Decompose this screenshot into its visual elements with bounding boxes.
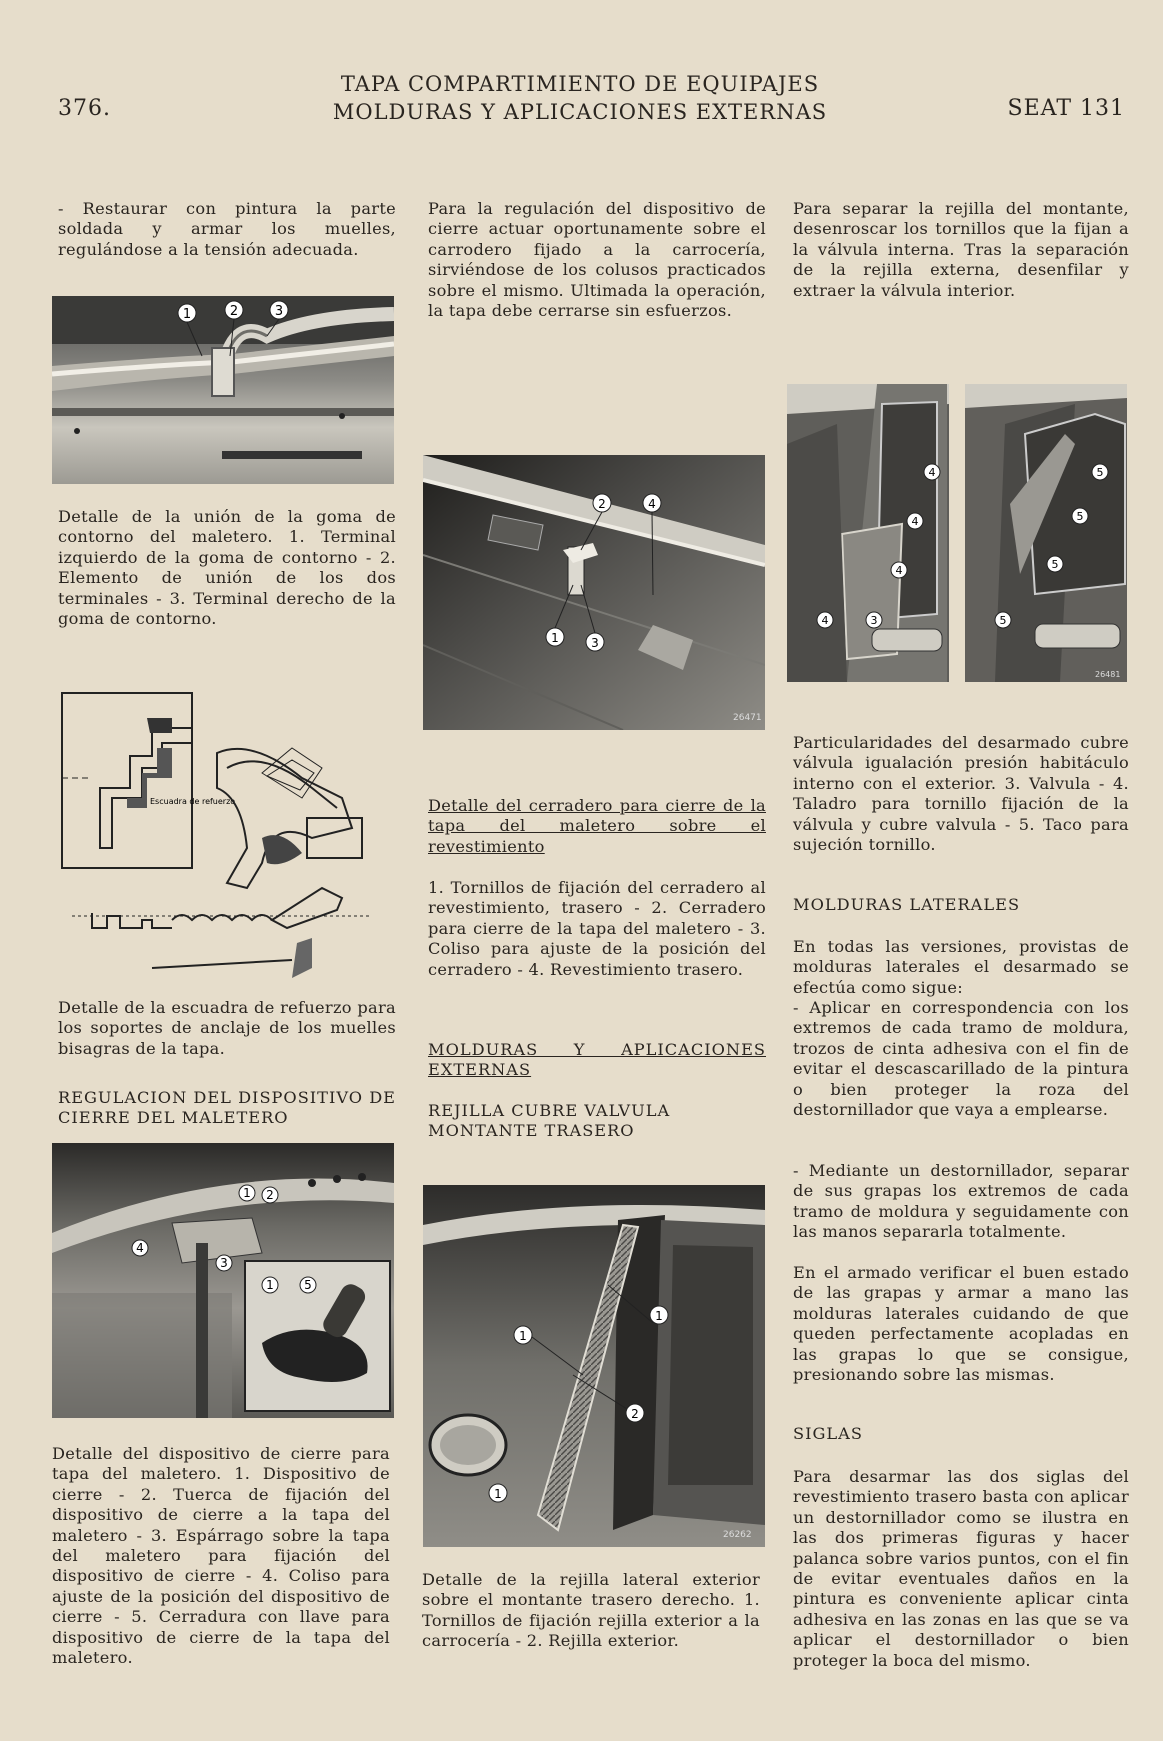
callout-5d: 5: [999, 614, 1007, 627]
figure-lock-device-photo: [52, 1143, 394, 1418]
figure-grille-caption: Detalle de la rejilla lateral exterior sobre el montante trasero derecho. 1. Tornillos de fijación rejilla exterior a la carrocería - 2. Rejilla exterior.: [422, 1570, 760, 1651]
col3-intro-text: Para separar la rejilla del montante, desenroscar los tornillos que la fijan a la válvula interna. Tras la separación de la rejilla externa, desenfilar y extraer la válvula interior.: [793, 199, 1129, 300]
callout-3: 3: [870, 614, 878, 627]
callout-5b: 5: [1076, 510, 1084, 523]
callout-1: 1: [182, 307, 192, 322]
callout-4: 4: [928, 466, 936, 479]
callout-4d: 4: [821, 614, 829, 627]
callout-4b: 4: [911, 515, 919, 528]
figure-striker-photo: [423, 455, 765, 730]
figure-seal-joint-photo: [52, 296, 394, 484]
callout-1c: 1: [494, 1487, 502, 1501]
figure-striker-caption-title: Detalle del cerradero para cierre de la tapa del maletero sobre el revestimiento: [428, 796, 766, 856]
callout-4c: 4: [895, 564, 903, 577]
section-heading-siglas: SIGLAS: [793, 1424, 863, 1443]
col2-intro-text: Para la regulación del dispositivo de cierre actuar oportunamente sobre el carrodero fijado a la carrocería, sirviéndose de los colusos practicados sobre el mismo. Ultimada la operación, la tapa debe cerrarse sin esfuerzos.: [428, 199, 766, 321]
callout-2: 2: [631, 1407, 639, 1421]
page-title: [300, 70, 860, 126]
figure-valve-photo-left: [787, 384, 949, 682]
figure-code: 26481: [1095, 670, 1121, 679]
figure-code: 26262: [723, 1530, 752, 1540]
figure-valve-photo-right: [965, 384, 1127, 682]
header-model: SEAT 131: [1007, 96, 1125, 121]
section-heading-rejilla: REJILLA CUBRE VALVULA MONTANTE TRASERO: [428, 1101, 671, 1141]
molduras-paragraph-2: En el armado verificar el buen estado de las grapas y armar a mano las molduras laterales cuidando de que queden perfectamente acopladas en las grapas lo que se consigue, presionando sobre las mismas.: [793, 1263, 1129, 1385]
callout-4: 4: [136, 1241, 144, 1255]
figure-code: 26471: [733, 713, 762, 723]
callout-3: 3: [274, 304, 284, 319]
callout-5c: 5: [1051, 558, 1059, 571]
callout-1b: 1: [266, 1278, 274, 1292]
callout-1: 1: [243, 1186, 251, 1200]
molduras-paragraph-1: En todas las versiones, provistas de molduras laterales el desarmado se efectúa como sigue:: [793, 937, 1129, 997]
callout-5: 5: [1096, 466, 1104, 479]
col1-intro-text: - Restaurar con pintura la parte soldada y armar los muelles, regulándose a la tensión adecuada.: [58, 199, 396, 259]
molduras-step-2: - Mediante un destornillador, separar de sus grapas los extremos de cada tramo de moldura y seguidamente con las manos separarla totalmente.: [793, 1161, 1129, 1242]
siglas-paragraph: Para desarmar las dos siglas del revestimiento trasero basta con aplicar un destornillador como se ilustra en las dos primeras figuras y hacer palanca sobre varios puntos, con el fin de evitar eventuales daños en la pintura es conveniente aplicar cinta adhesiva en las zonas en las que se va aplicar el destornillador o bien proteger la boca del mismo.: [793, 1467, 1129, 1670]
page-title-line2: MOLDURAS Y APLICACIONES EXTERNAS: [332, 100, 828, 124]
callout-2: 2: [266, 1188, 274, 1202]
section-heading-regulacion: REGULACION DEL DISPOSITIVO DE CIERRE DEL MALETERO: [58, 1088, 396, 1128]
callout-3: 3: [591, 636, 599, 650]
callout-3: 3: [220, 1256, 228, 1270]
figure-valve-caption: Particularidades del desarmado cubre válvula igualación presión habitáculo interno con el exterior. 3. Valvula - 4. Taladro para tornillo fijación de la válvula y cubre valvula - 5. Taco para sujeción tornillo.: [793, 733, 1129, 855]
section-heading-molduras-laterales: MOLDURAS LATERALES: [793, 895, 1021, 914]
figure-striker-caption: 1. Tornillos de fijación del cerradero al revestimiento, trasero - 2. Cerradero para cierre de la tapa del maletero - 3. Coliso para ajuste de la posición del cerradero - 4. Revestimiento trasero.: [428, 878, 766, 979]
section-heading-molduras-aplicaciones: MOLDURAS Y APLICACIONES EXTERNAS: [428, 1040, 766, 1080]
figure-seal-joint-caption: Detalle de la unión de la goma de contorno del maletero. 1. Terminal izquierdo de la goma de contorno - 2. Elemento de unión de los dos terminales - 3. Terminal derecho de la goma de contorno.: [58, 507, 396, 629]
callout-1: 1: [519, 1329, 527, 1343]
molduras-step-1: - Aplicar en correspondencia con los extremos de cada tramo de moldura, trozos de cinta adhesiva con el fin de evitar el descascarillado de la pintura o bien proteger la roza del destornillador que vaya a emplearse.: [793, 998, 1129, 1120]
figure-lock-device-caption: Detalle del dispositivo de cierre para tapa del maletero. 1. Dispositivo de cierre - 2. Tuerca de fijación del dispositivo de cierre a la tapa del maletero - 3. Espárrago sobre la tapa del maletero para fijación del dispositivo de cierre - 4. Coliso para ajuste de la posición del dispositivo de cierre - 5. Cerradura con llave para dispositivo de cierre de la tapa del maletero.: [52, 1444, 390, 1668]
callout-2: 2: [598, 497, 606, 511]
bracket-label: Escuadra de refuerzo: [150, 797, 236, 806]
figure-reinforcement-bracket-caption: Detalle de la escuadra de refuerzo para los soportes de anclaje de los muelles bisagras de la tapa.: [58, 998, 396, 1058]
callout-5: 5: [304, 1278, 312, 1292]
figure-grille-photo: [423, 1185, 765, 1547]
callout-4: 4: [648, 497, 656, 511]
page-number: 376.: [58, 96, 111, 121]
page-title-line1: TAPA COMPARTIMIENTO DE EQUIPAJES: [340, 72, 820, 96]
figure-reinforcement-bracket-drawing: [52, 688, 394, 988]
callout-1b: 1: [655, 1309, 663, 1323]
callout-2: 2: [229, 304, 239, 319]
callout-1: 1: [551, 631, 559, 645]
